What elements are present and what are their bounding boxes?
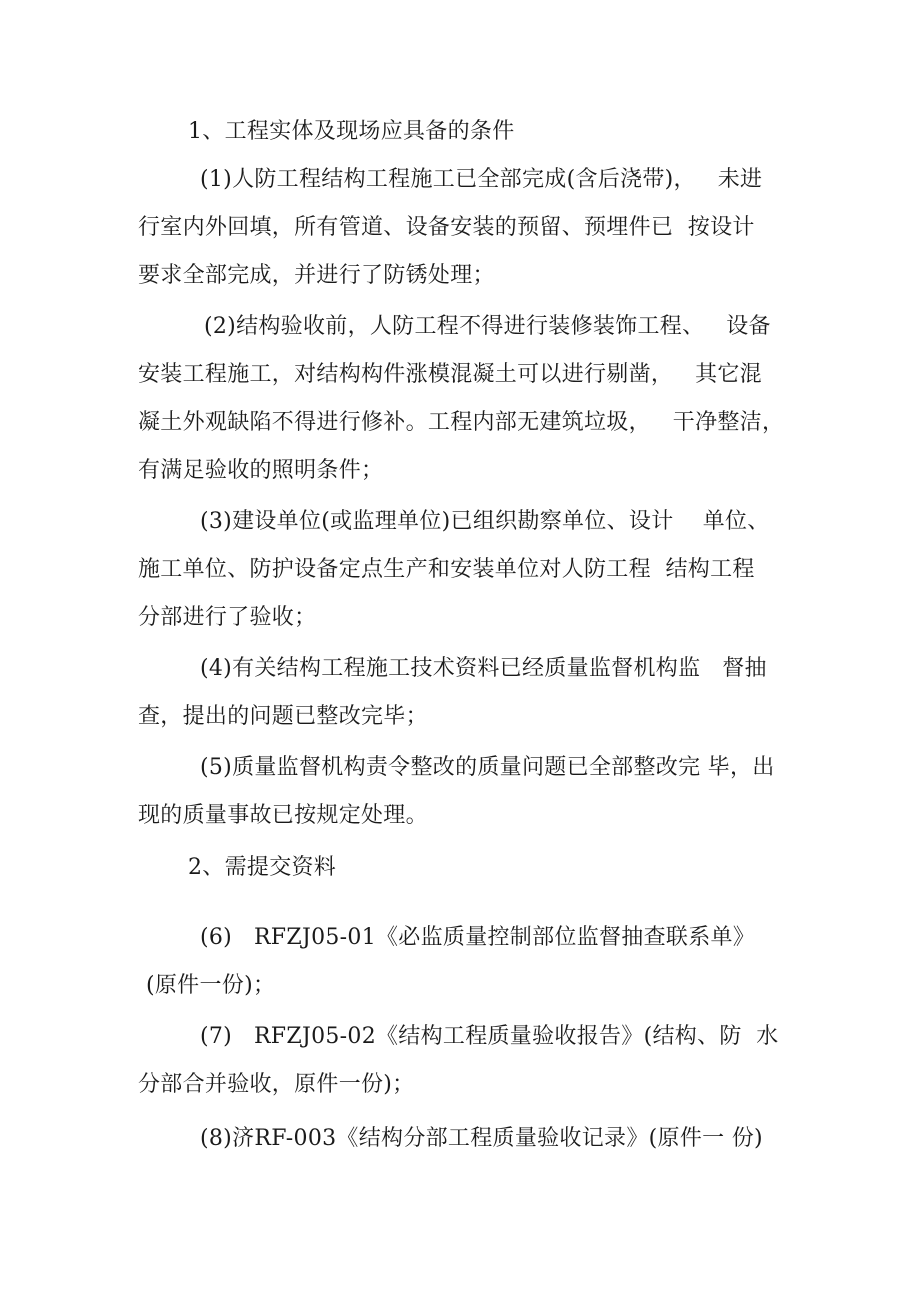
paragraph-line: 分部合并验收，原件一份)； — [138, 1072, 415, 1097]
paragraph-line: 分部进行了验收； — [138, 605, 317, 630]
paragraph-line: 施工单位、防护设备定点生产和安装单位对人防工程 结构工程 — [138, 557, 755, 582]
paragraph-line: (5)质量监督机构责令整改的质量问题已全部整改完 毕，出 — [200, 755, 775, 780]
paragraph-line: 现的质量事故已按规定处理。 — [138, 803, 428, 828]
paragraph-line: (4)有关结构工程施工技术资料已经质量监督机构监 督抽 — [200, 656, 767, 681]
paragraph-line: 要求全部完成，并进行了防锈处理； — [138, 263, 495, 288]
paragraph-line: 凝土外观缺陷不得进行修补。工程内部无建筑垃圾， 干净整洁， — [138, 410, 785, 435]
paragraph-line: 查，提出的问题已整改完毕； — [138, 704, 428, 729]
paragraph-line: (8)济RF-003《结构分部工程质量验收记录》(原件一 份) — [200, 1126, 763, 1151]
paragraph-line: (1)人防工程结构工程施工已全部完成(含后浇带)， 未进 — [200, 167, 763, 192]
heading-materials: 2、需提交资料 — [188, 855, 337, 880]
paragraph-line: (6) RFZJ05-01《必监质量控制部位监督抽查联系单》 — [200, 925, 756, 950]
paragraph-line: 行室内外回填，所有管道、设备安装的预留、预埋件已 按设计 — [138, 215, 755, 240]
heading-conditions: 1、工程实体及现场应具备的条件 — [188, 119, 515, 144]
paragraph-line: (原件一份)； — [146, 973, 276, 998]
paragraph-line: 有满足验收的照明条件； — [138, 458, 384, 483]
paragraph-line: (7) RFZJ05-02《结构工程质量验收报告》(结构、防 水 — [200, 1024, 779, 1049]
paragraph-line: 安装工程施工，对结构构件涨模混凝土可以进行剔凿， 其它混 — [138, 362, 762, 387]
paragraph-line: (2)结构验收前，人防工程不得进行装修装饰工程、 设备 — [204, 314, 771, 339]
paragraph-line: (3)建设单位(或监理单位)已组织勘察单位、设计 单位、 — [200, 509, 770, 534]
